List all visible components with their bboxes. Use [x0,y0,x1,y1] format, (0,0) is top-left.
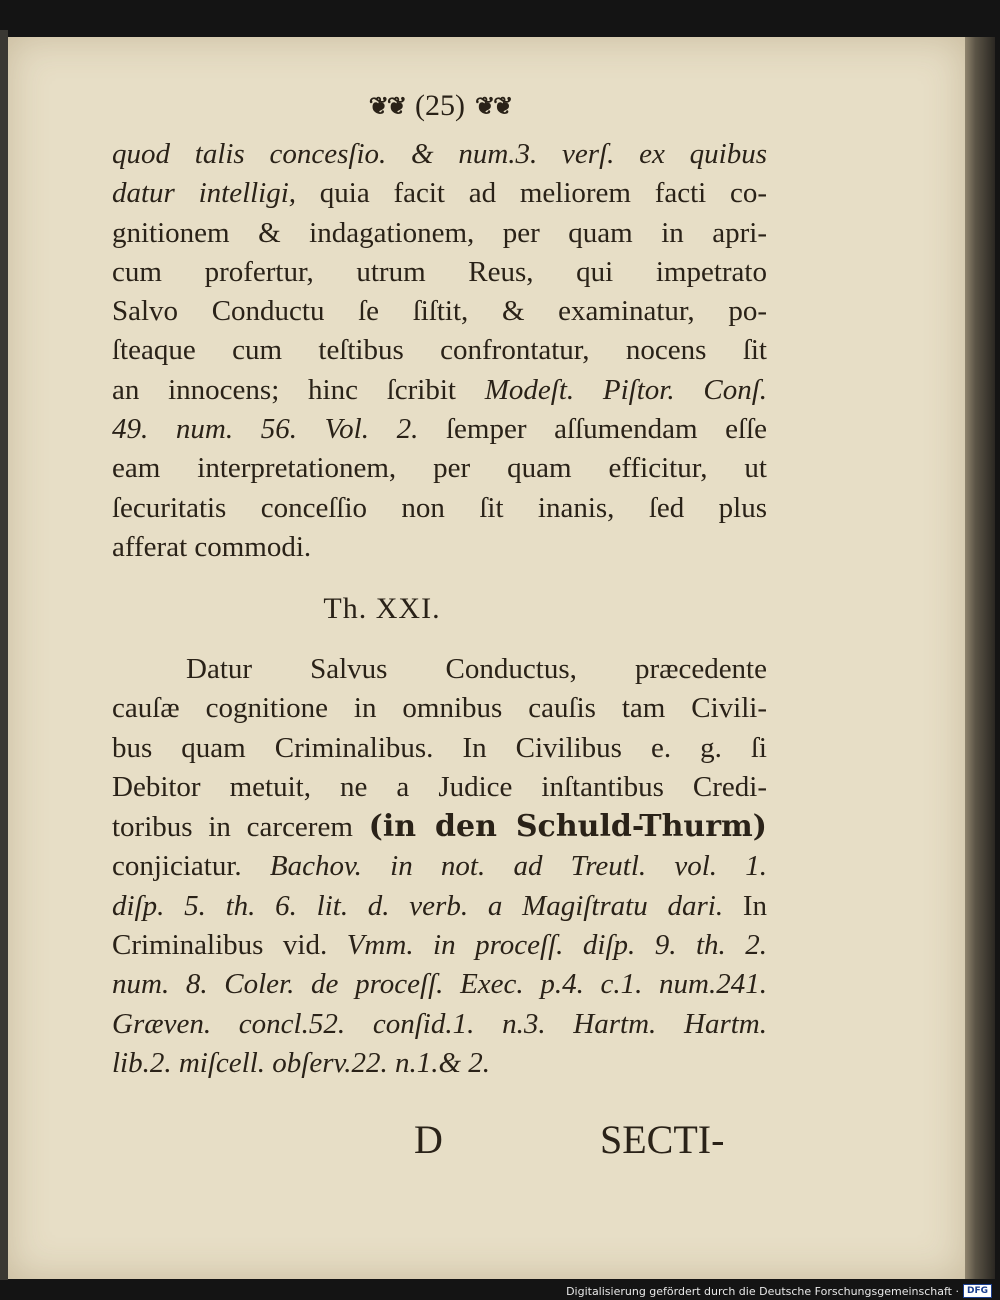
body-text: Datur Salvus Conductus, præcedente [186,653,767,685]
text-line [112,292,767,331]
ornament-left-icon: ❦❦ [368,93,405,120]
body-text: conjiciatur. [112,850,270,883]
page-header [340,88,540,124]
signature-mark: D [414,1117,443,1162]
body-text: cum profertur, utrum Reus, qui impetrato [112,255,767,288]
text-line [112,807,767,847]
text-line [112,1044,767,1083]
footer-credit [566,1284,992,1298]
text-line [112,489,767,528]
body-text: afferat commodi. [112,530,312,563]
text-line [112,371,767,410]
text-line [112,768,767,807]
body-text: toribus in carcerem [112,811,369,844]
text-line [112,689,767,728]
body-text: quia facit ad meliorem facti co- [319,177,767,210]
book-page-edge [965,37,995,1279]
text-line [112,214,767,253]
body-text: ſemper aſſumendam eſſe [446,413,768,446]
text-line [112,650,767,689]
german-gloss: (in den Schuld-Thurm) [368,809,767,845]
text-line [112,449,767,488]
text-line [112,887,767,926]
body-text: ſteaque cum teſtibus confrontatur, nocens ſit [112,334,767,367]
citation-text: Vmm. in proceſſ. diſp. 9. th. 2. [346,929,767,962]
text-line [112,847,767,886]
catchword: SECTI- [600,1117,725,1162]
citation-text: Bachov. in not. ad Treutl. vol. 1. [269,850,767,883]
text-line [112,174,767,213]
text-line [112,253,767,292]
section-heading: Th. XXI. [323,592,441,625]
citation-text: num. 8. Coler. de proceſſ. Exec. p.4. c.1. num.241. [112,968,767,1001]
citation-text: Græven. concl.52. conſid.1. n.3. Hartm. Hartm. [112,1007,767,1040]
paragraph-2 [112,650,767,1083]
body-text: In [742,889,767,922]
body-text: Criminalibus vid. [112,929,347,962]
text-line [112,410,767,449]
dfg-logo-icon: DFG [963,1284,992,1298]
body-text: cauſæ cognitione in omnibus cauſis tam Civili- [112,692,767,725]
body-text: eam interpretationem, per quam efficitur, ut [112,452,767,485]
text-line [112,729,767,768]
citation-text: diſp. 5. th. 6. lit. d. verb. a Magiſtratu dari. [112,889,743,922]
body-text: ſecuritatis conceſſio non ſit inanis, ſed plus [112,491,767,524]
text-line [112,965,767,1004]
paragraph-1 [112,135,767,567]
text-line [112,1005,767,1044]
text-line [112,135,767,174]
body-text: bus quam Criminalibus. In Civilibus e. g. ſi [112,731,767,764]
citation-text: 49. num. 56. Vol. 2. [112,413,446,446]
body-text: gnitionem & indagationem, per quam in apri- [112,216,767,249]
citation-text: datur intelligi, [112,177,320,210]
footer-text: Digitalisierung gefördert durch die Deutsche Forschungsgemeinschaft · [566,1284,959,1298]
citation-text: Modeſt. Piſtor. Conſ. [484,373,767,406]
text-line [112,331,767,370]
body-text: an innocens; hinc ſcribit [112,373,485,406]
scan-left-edge [0,30,8,1280]
body-text: Salvo Conductu ſe ſiſtit, & examinatur, po- [112,295,767,328]
ornament-right-icon: ❦❦ [474,93,512,120]
citation-text: quod talis concesſio. & num.3. verſ. ex quibus [112,138,767,170]
page-number: (25) [415,89,465,122]
citation-text: lib.2. miſcell. obſerv.22. n.1.& 2. [112,1046,491,1079]
text-line [112,528,767,567]
body-text: Debitor metuit, ne a Judice inſtantibus Credi- [112,770,767,803]
text-line [112,926,767,965]
